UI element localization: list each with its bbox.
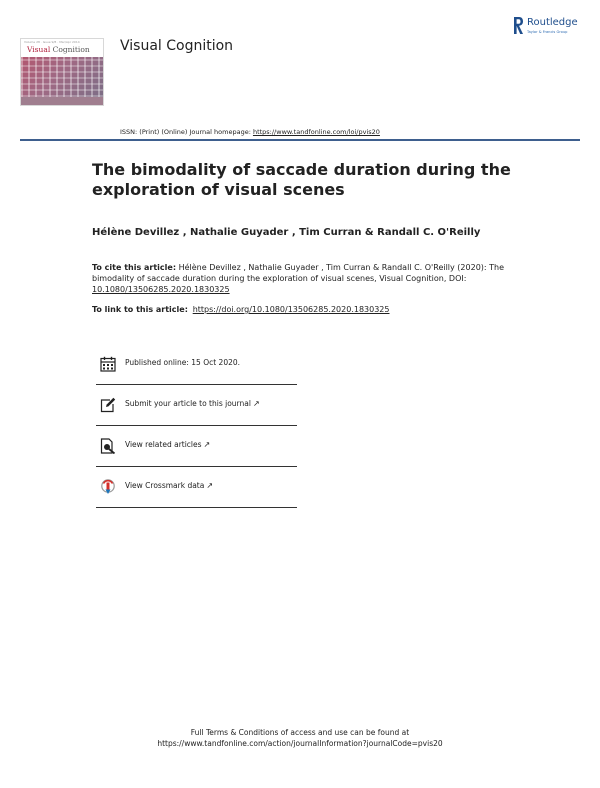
citation-label: To cite this article: [92,263,177,272]
routledge-r-icon [512,16,524,36]
related-articles-link[interactable]: View related articles ↗ [125,440,211,449]
issn-line [120,128,380,136]
cover-title: Visual Cognition [27,45,90,54]
header-divider [20,139,580,141]
submit-article-link[interactable]: Submit your article to this journal ↗ [125,399,260,408]
journal-name[interactable]: Visual Cognition [120,38,234,54]
publisher-name: Routledge [527,17,578,28]
terms-footer [0,727,600,749]
crossmark-row[interactable] [96,467,297,507]
external-link-icon: ↗ [206,481,214,490]
crossmark-icon [100,479,116,495]
action-separator [96,507,297,508]
journal-homepage-link[interactable]: https://www.tandfonline.com/loi/pvis20 [252,128,380,136]
article-link-block [92,304,390,315]
issn-prefix: ISSN: (Print) (Online) Journal homepage: [120,128,253,136]
related-articles-row[interactable] [96,426,297,466]
crossmark-link[interactable]: View Crossmark data ↗ [125,481,214,490]
citation-text: Hélène Devillez , Nathalie Guyader , Tim Curran & Randall C. O'Reilly (2020): The bimodality of saccade duration during the exploration of visual scenes, Visual Cognition, DOI: [92,263,505,283]
cover-volume-line: Volume 28 · Issue 9/8 · Mar/Apr 2014 [24,40,80,44]
citation-doi-link[interactable]: 10.1080/13506285.2020.1830325 [92,285,230,294]
edit-icon [100,397,116,413]
citation-block [92,262,522,295]
submit-article-row[interactable] [96,385,297,425]
journal-cover-image [20,38,104,106]
article-title: The bimodality of saccade duration during the exploration of visual scenes [92,160,511,199]
article-link-label: To link to this article: [92,305,191,314]
calendar-icon [100,356,116,372]
cover-artwork [21,57,103,97]
author-list[interactable]: Hélène Devillez , Nathalie Guyader , Tim Curran & Randall C. O'Reilly [92,227,481,238]
external-link-icon: ↗ [203,440,211,449]
external-link-icon: ↗ [252,399,260,408]
published-online-text: Published online: 15 Oct 2020. [125,358,241,367]
publisher-logo [512,16,590,38]
related-articles-icon [100,438,116,454]
journal-information-link[interactable]: https://www.tandfonline.com/action/journalInformation?journalCode=pvis20 [157,739,443,748]
published-online-row [96,344,297,384]
publisher-tagline: Taylor & Francis Group [527,30,568,34]
cover-footer-band [21,97,104,105]
terms-footer-line1: Full Terms & Conditions of access and use can be found at [190,728,410,737]
article-doi-link[interactable]: https://doi.org/10.1080/13506285.2020.1830325 [192,305,390,314]
